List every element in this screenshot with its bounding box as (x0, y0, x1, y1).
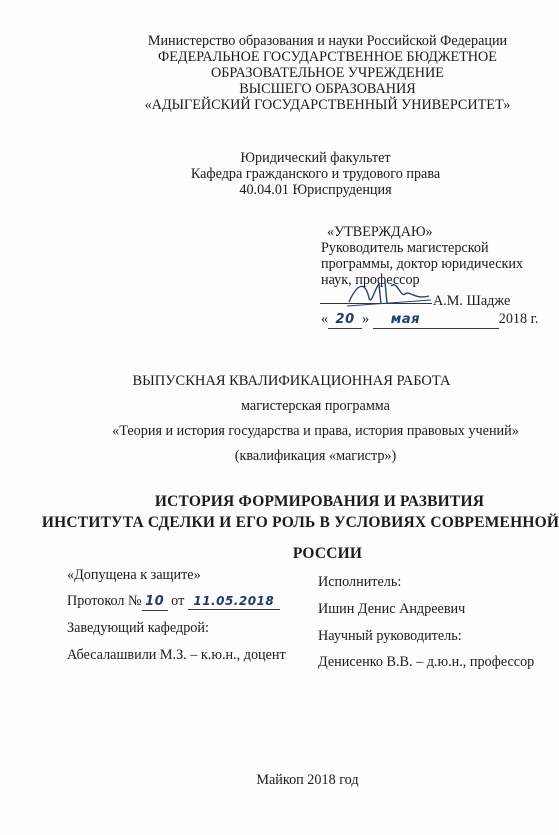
author-label: Исполнитель: (318, 574, 402, 590)
approval-title: «УТВЕРЖДАЮ» (327, 224, 433, 240)
protocol-number: 10 (142, 594, 168, 611)
quote-close: » (362, 311, 370, 327)
signature-image (345, 276, 435, 310)
university-name: «АДЫГЕЙСКИЙ ГОСУДАРСТВЕННЫЙ УНИВЕРСИТЕТ» (144, 97, 511, 113)
institution-line-2: ФЕДЕРАЛЬНОЕ ГОСУДАРСТВЕННОЕ БЮДЖЕТНОЕ (158, 49, 497, 65)
protocol-line (67, 593, 280, 611)
approval-line-3: наук, профессор (321, 272, 420, 288)
quote-open: « (321, 311, 329, 327)
city-year: Майкоп 2018 год (256, 772, 359, 788)
institution-line-4: ВЫСШЕГО ОБРАЗОВАНИЯ (239, 81, 416, 97)
protocol-date: 11.05.2018 (188, 593, 280, 610)
program-code: 40.04.01 Юриспруденция (239, 182, 392, 198)
supervisor-label: Научный руководитель: (318, 628, 462, 644)
qualification: (квалификация «магистр») (234, 448, 397, 464)
thesis-title-line-3: РОССИИ (292, 545, 363, 562)
approval-line-1: Руководитель магистерской (321, 240, 489, 256)
thesis-title-line-1: ИСТОРИЯ ФОРМИРОВАНИЯ И РАЗВИТИЯ (154, 493, 485, 510)
faculty-name: Юридический факультет (240, 150, 391, 166)
approval-date (321, 311, 538, 329)
ministry-line: Министерство образования и науки Российской Федерации (147, 33, 508, 49)
program-name: «Теория и история государства и права, история правовых учений» (112, 423, 519, 439)
work-type: ВЫПУСКНАЯ КВАЛИФИКАЦИОННАЯ РАБОТА (132, 373, 451, 389)
head-of-department-name: Абесалашвили М.З. – к.ю.н., доцент (67, 647, 286, 663)
head-of-department-label: Заведующий кафедрой: (67, 620, 209, 636)
approval-day: 20 (328, 312, 362, 329)
program-label: магистерская программа (241, 398, 390, 414)
approval-line-2: программы, доктор юридических (321, 256, 524, 272)
admitted-label: «Допущена к защите» (67, 567, 201, 583)
institution-line-3: ОБРАЗОВАТЕЛЬНОЕ УЧРЕЖДЕНИЕ (211, 65, 444, 81)
author-name: Ишин Денис Андреевич (318, 601, 466, 617)
department-name: Кафедра гражданского и трудового права (190, 166, 441, 182)
approval-year: 2018 г. (498, 311, 539, 327)
thesis-title-line-2: ИНСТИТУТА СДЕЛКИ И ЕГО РОЛЬ В УСЛОВИЯХ СОВРЕМЕННОЙ (41, 514, 559, 531)
supervisor-name: Денисенко В.В. – д.ю.н., профессор (318, 654, 535, 670)
protocol-from: от (171, 593, 185, 609)
approver-name: А.М. Шадже (433, 293, 511, 309)
approval-month: мая (373, 312, 499, 329)
protocol-label: Протокол № (67, 593, 142, 609)
